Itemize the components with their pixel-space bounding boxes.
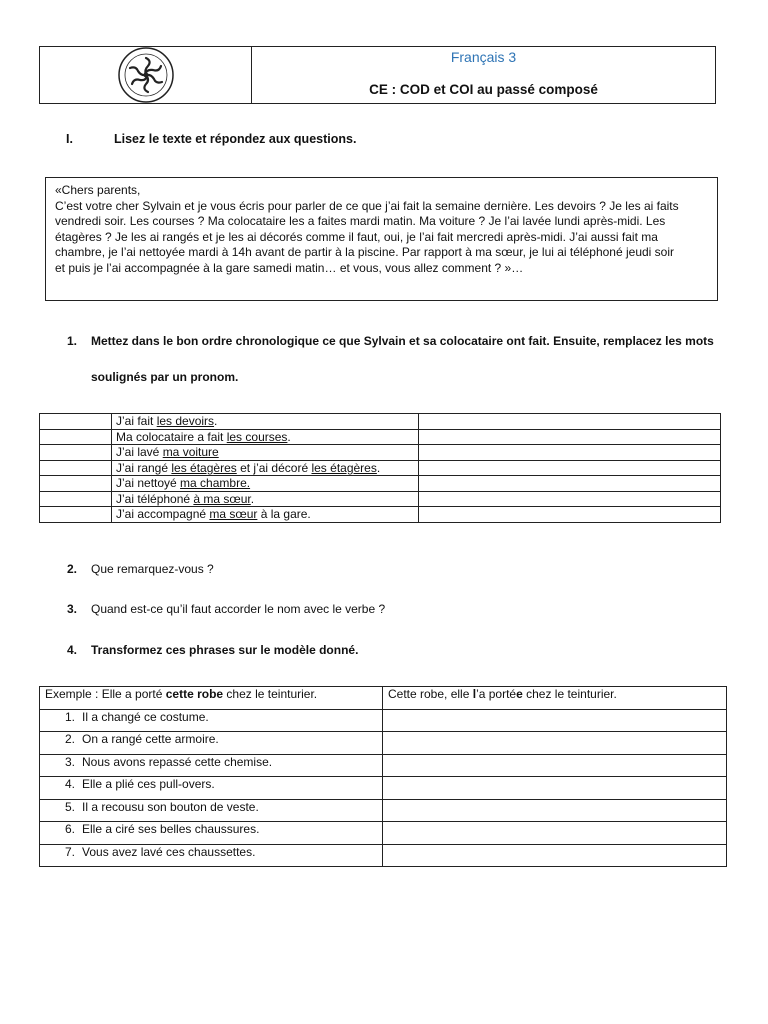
question-number: 3. [67,602,78,616]
table-row [40,429,721,445]
letter-line: étagères ? Je les ai rangés et je les ai décorés comme il faut, oui, je l’ai fait mercredi après-midi. J’ai aussi fait ma [55,229,658,244]
answer-cell[interactable] [383,732,727,755]
example-row [40,687,727,710]
sentence-cell: 2. On a rangé cette armoire. [40,732,383,755]
logo-cell [40,47,252,103]
table-row [40,507,721,523]
answer-cell[interactable] [419,460,721,476]
sentence-cell: 3. Nous avons repassé cette chemise. [40,754,383,777]
table-row [40,414,721,430]
order-cell[interactable] [40,491,112,507]
order-cell[interactable] [40,414,112,430]
letter-line: et puis je l’ai accompagnée à la gare samedi matin… et vous, vous allez comment ? »… [55,260,524,275]
question-1 [67,334,714,349]
question-text: Quand est-ce qu’il faut accorder le nom avec le verbe ? [91,602,386,616]
question-4 [67,643,358,658]
answer-cell[interactable] [419,429,721,445]
subject-title: CE : COD et COI au passé composé [369,82,598,97]
table-row [40,822,727,845]
answer-cell[interactable] [383,822,727,845]
question-1-continuation: soulignés par un pronom. [91,370,239,384]
table-row [40,799,727,822]
table-row [40,754,727,777]
letter-text-box [45,177,718,301]
answer-cell[interactable] [419,445,721,461]
table-row [40,445,721,461]
section-heading [66,132,356,146]
sentence-cell: J’ai rangé les étagères et j’ai décoré les étagères. [112,460,419,476]
transformation-table [39,686,727,867]
answer-cell[interactable] [383,709,727,732]
example-answer-cell: Cette robe, elle l’a portée chez le teinturier. [383,687,727,710]
question-text: Mettez dans le bon ordre chronologique ce que Sylvain et sa colocataire ont fait. Ensuite, remplacez les mots [91,334,714,348]
letter-line: «Chers parents, [55,183,141,197]
sentence-cell: 4. Elle a plié ces pull-overs. [40,777,383,800]
question-number: 1. [67,334,78,348]
answer-cell[interactable] [383,799,727,822]
sentence-cell: J’ai téléphoné à ma sœur. [112,491,419,507]
example-sentence-cell: Exemple : Elle a porté cette robe chez le teinturier. [40,687,383,710]
table-row [40,491,721,507]
order-cell[interactable] [40,460,112,476]
order-cell[interactable] [40,445,112,461]
answer-cell[interactable] [383,777,727,800]
section-number: I. [66,132,73,146]
question-text: Que remarquez-vous ? [91,562,214,576]
sentence-cell: J’ai accompagné ma sœur à la gare. [112,507,419,523]
answer-cell[interactable] [419,414,721,430]
chronology-table [39,413,721,523]
course-title: Français 3 [450,49,517,65]
table-row [40,709,727,732]
sentence-cell: 7. Vous avez lavé ces chaussettes. [40,844,383,867]
question-2 [67,562,214,577]
institution-seal-icon [117,46,175,104]
header-table [39,46,716,104]
sentence-cell: Ma colocataire a fait les courses. [112,429,419,445]
sentence-cell: 6. Elle a ciré ses belles chaussures. [40,822,383,845]
answer-cell[interactable] [383,844,727,867]
sentence-cell: 5. Il a recousu son bouton de veste. [40,799,383,822]
section-instruction: Lisez le texte et répondez aux questions. [114,132,357,146]
title-cell [252,47,715,103]
answer-cell[interactable] [419,476,721,492]
letter-line: chambre, je l’ai nettoyée mardi à 14h avant de partir à la piscine. Par rapport à ma sœur, je lui ai téléphoné jeudi soir [55,245,674,259]
table-row [40,476,721,492]
table-row [40,460,721,476]
question-number: 2. [67,562,78,576]
order-cell[interactable] [40,429,112,445]
sentence-cell: 1. Il a changé ce costume. [40,709,383,732]
table-row [40,777,727,800]
letter-line: vendredi soir. Les courses ? Ma colocataire les a faites mardi matin. Ma voiture ? Je l’ai lavée lundi après-midi. Les [55,214,666,228]
answer-cell[interactable] [383,754,727,777]
table-row [40,844,727,867]
question-number: 4. [67,643,78,657]
answer-cell[interactable] [419,507,721,523]
table-row [40,732,727,755]
letter-line: C’est votre cher Sylvain et je vous écris pour parler de ce que j’ai fait la semaine dernière. Les devoirs ? Je les ai faits [55,198,679,213]
order-cell[interactable] [40,507,112,523]
sentence-cell: J’ai lavé ma voiture [112,445,419,461]
sentence-cell: J’ai fait les devoirs. [112,414,419,430]
question-3 [67,602,385,617]
answer-cell[interactable] [419,491,721,507]
question-text: Transformez ces phrases sur le modèle donné. [91,643,359,657]
sentence-cell: J’ai nettoyé ma chambre. [112,476,419,492]
order-cell[interactable] [40,476,112,492]
